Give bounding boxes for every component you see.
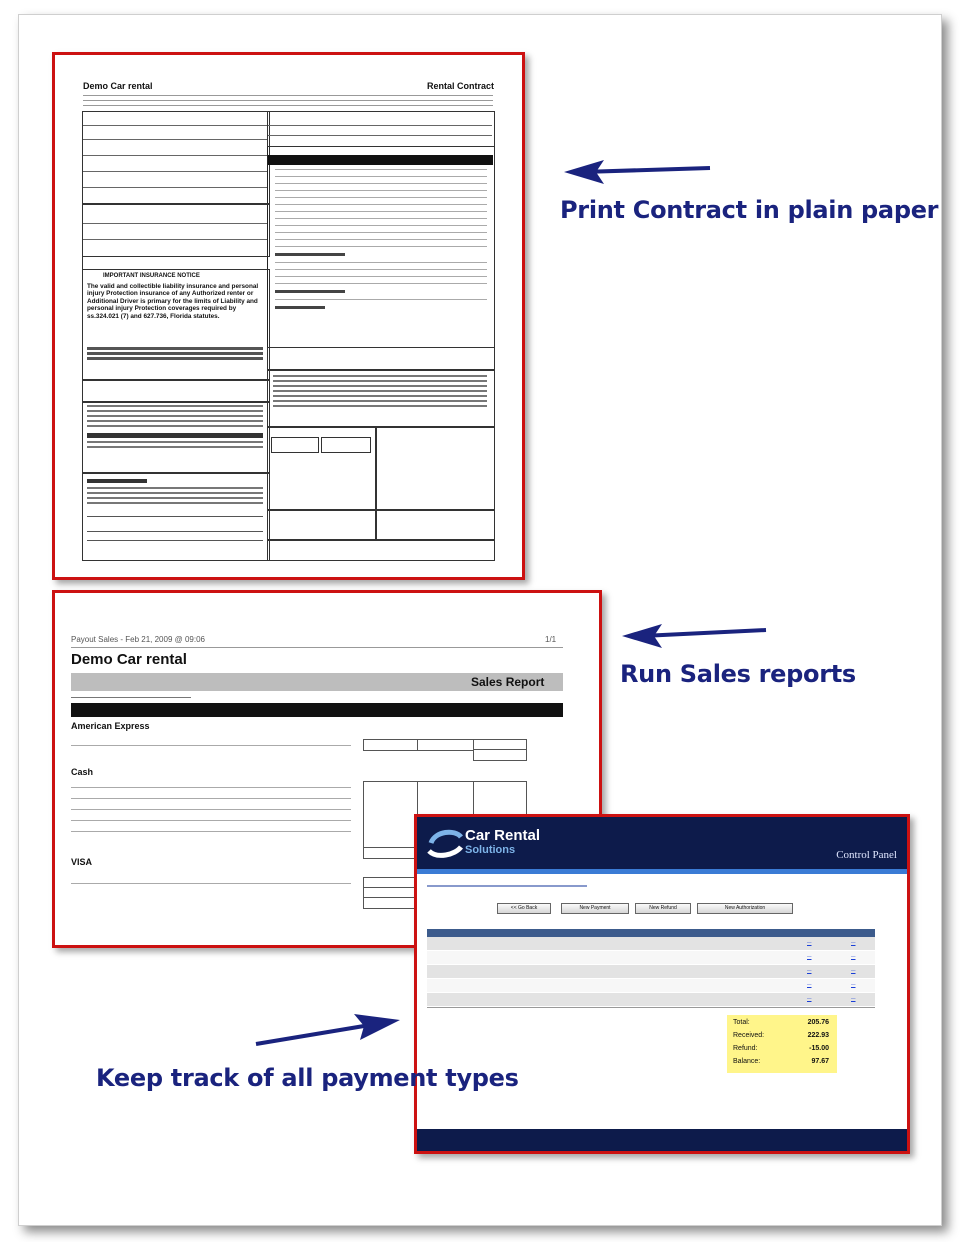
- charges-header-bar: [268, 155, 493, 165]
- car-logo-icon: [425, 825, 465, 861]
- total-value: 205.76: [807, 1019, 829, 1026]
- breadcrumb: [427, 885, 587, 887]
- driver-info-box: [82, 203, 270, 257]
- caption-payment-types: Keep track of all payment types: [96, 1064, 519, 1092]
- group-visa: VISA: [71, 857, 93, 867]
- table-row: — —: [427, 979, 875, 993]
- arrow-right-icon: [250, 1010, 410, 1050]
- new-payment-button[interactable]: New Payment: [561, 903, 629, 914]
- received-value: 222.93: [807, 1032, 829, 1039]
- report-title: Sales Report: [471, 675, 545, 689]
- table-row: — —: [427, 951, 875, 965]
- contract-screenshot: [52, 52, 525, 580]
- control-panel-screenshot: [414, 814, 910, 1154]
- new-authorization-button[interactable]: New Authorization: [697, 903, 793, 914]
- arrow-left-icon: [560, 158, 720, 188]
- group-cash: Cash: [71, 767, 94, 777]
- contract-company: Demo Car rental: [83, 81, 153, 91]
- group-amex: American Express: [71, 721, 150, 731]
- balance-value: 97.67: [811, 1058, 829, 1065]
- report-company: Demo Car rental: [71, 651, 187, 668]
- total-label: Total:: [733, 1019, 750, 1026]
- control-panel-label: Control Panel: [836, 849, 897, 861]
- refund-value: -15.00: [809, 1045, 829, 1052]
- caption-print-contract: Print Contract in plain paper: [560, 196, 939, 224]
- contract-doc-title: Rental Contract: [426, 81, 494, 91]
- report-page-number: 1/1: [545, 635, 557, 644]
- panel-footer: [417, 1129, 907, 1151]
- report-page-header: Payout Sales - Feb 21, 2009 @ 09:06: [71, 635, 205, 644]
- insurance-notice-text: The valid and collectible liability insurance and personal injury Protection insurance of any Authorized renter or Additional Driver is primary for the limits of Liability and personal injury Protection coverages required by ss.324.021 (7) and 627.736, Florida statutes.: [87, 283, 259, 320]
- charges-list: [275, 169, 487, 309]
- balance-label: Balance:: [733, 1058, 761, 1065]
- refund-label: Refund:: [733, 1045, 758, 1052]
- table-row: — —: [427, 993, 875, 1007]
- logo-line1: Car Rental: [465, 827, 541, 844]
- payments-table: [427, 929, 875, 1007]
- go-back-button[interactable]: << Go Back: [497, 903, 551, 914]
- payments-table-header: [427, 929, 875, 937]
- received-label: Received:: [733, 1032, 765, 1039]
- insurance-notice-title: IMPORTANT INSURANCE NOTICE: [103, 273, 200, 279]
- arrow-left-icon: [620, 622, 780, 652]
- logo-line2: Solutions: [465, 844, 516, 856]
- payment-totals-box: [727, 1015, 837, 1073]
- table-row: — —: [427, 965, 875, 979]
- table-row: — —: [427, 937, 875, 951]
- report-column-header: [71, 703, 563, 717]
- caption-sales-reports: Run Sales reports: [620, 660, 856, 688]
- contract-header-lines: [83, 93, 493, 106]
- new-refund-button[interactable]: New Refund: [635, 903, 691, 914]
